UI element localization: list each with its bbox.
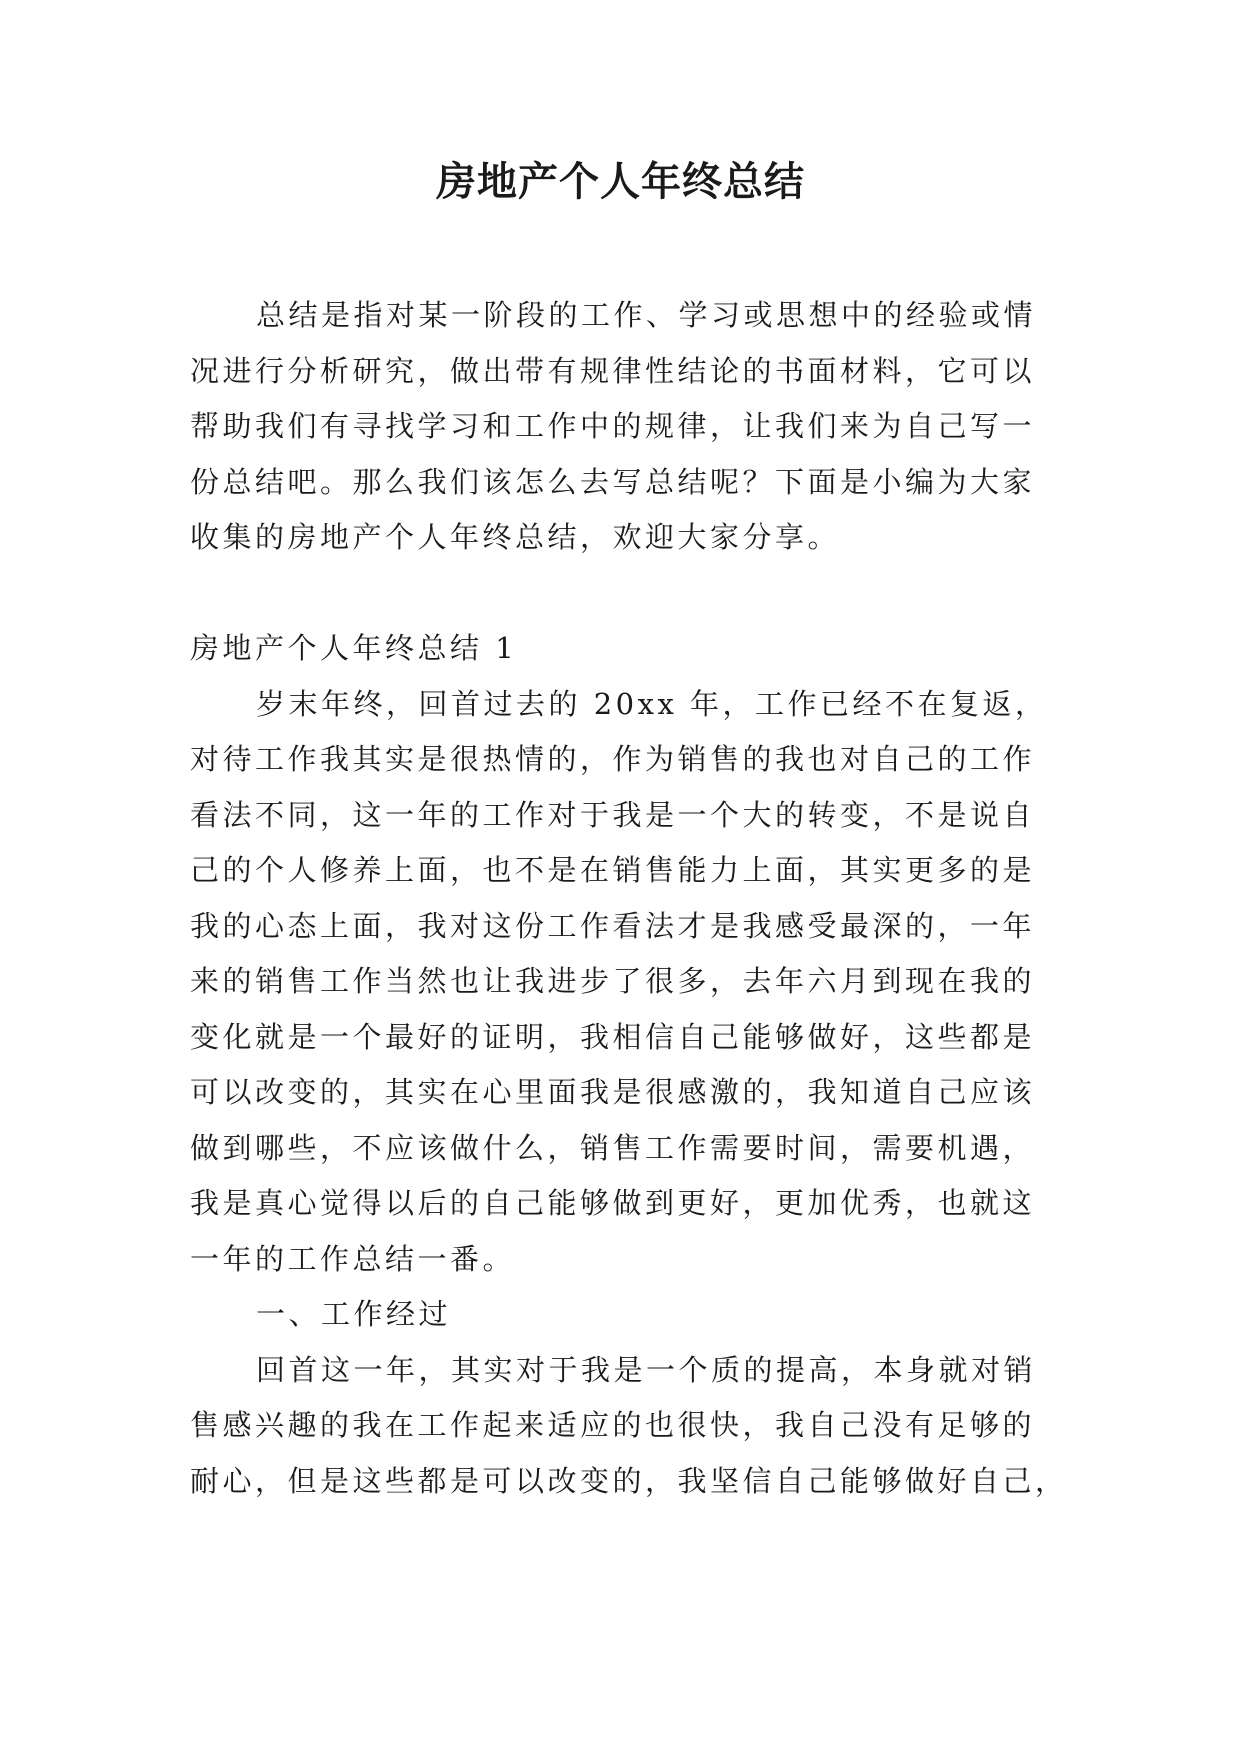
paragraph-line: 况进行分析研究，做出带有规律性结论的书面材料，它可以 <box>190 353 1036 388</box>
subheading: 一、工作经过 <box>256 1297 452 1331</box>
paragraph-line: 回首这一年，其实对于我是一个质的提高，本身就对销 <box>256 1352 1037 1387</box>
paragraph-line: 耐心，但是这些都是可以改变的，我坚信自己能够做好自己， <box>190 1463 1068 1498</box>
document-title: 房地产个人年终总结 <box>436 158 805 205</box>
paragraph-line: 对待工作我其实是很热情的，作为销售的我也对自己的工作 <box>190 742 1036 776</box>
paragraph-line: 做到哪些，不应该做什么，销售工作需要时间，需要机遇， <box>190 1130 1036 1165</box>
paragraph-line: 岁末年终，回首过去的 20xx 年，工作已经不在复返， <box>256 686 1048 721</box>
paragraph-line: 一年的工作总结一番。 <box>190 1241 516 1276</box>
document-body <box>190 288 1068 1509</box>
section-paragraph-1 <box>190 677 1056 1288</box>
paragraph-line: 己的个人修养上面，也不是在销售能力上面，其实更多的是 <box>190 853 1036 887</box>
paragraph-line: 帮助我们有寻找学习和工作中的规律，让我们来为自己写一 <box>190 409 1036 443</box>
paragraph-line: 看法不同，这一年的工作对于我是一个大的转变，不是说自 <box>190 797 1036 832</box>
paragraph-spacer <box>190 566 1056 622</box>
paragraph-line: 总结是指对某一阶段的工作、学习或思想中的经验或情 <box>256 298 1037 332</box>
paragraph-line: 我的心态上面，我对这份工作看法才是我感受最深的，一年 <box>190 908 1036 943</box>
paragraph-line: 来的销售工作当然也让我进步了很多，去年六月到现在我的 <box>190 964 1036 998</box>
paragraph-line: 变化就是一个最好的证明，我相信自己能够做好，这些都是 <box>190 1019 1036 1054</box>
section-paragraph-2 <box>190 1343 1068 1510</box>
paragraph-line: 可以改变的，其实在心里面我是很感激的，我知道自己应该 <box>190 1075 1036 1109</box>
paragraph-line: 我是真心觉得以后的自己能够做到更好，更加优秀，也就这 <box>190 1186 1036 1220</box>
paragraph-line: 份总结吧。那么我们该怎么去写总结呢？下面是小编为大家 <box>190 464 1036 499</box>
intro-paragraph <box>190 288 1056 566</box>
paragraph-line: 收集的房地产个人年终总结，欢迎大家分享。 <box>190 520 841 554</box>
section-heading: 房地产个人年终总结 1 <box>190 631 518 665</box>
paragraph-line: 售感兴趣的我在工作起来适应的也很快，我自己没有足够的 <box>190 1408 1036 1442</box>
